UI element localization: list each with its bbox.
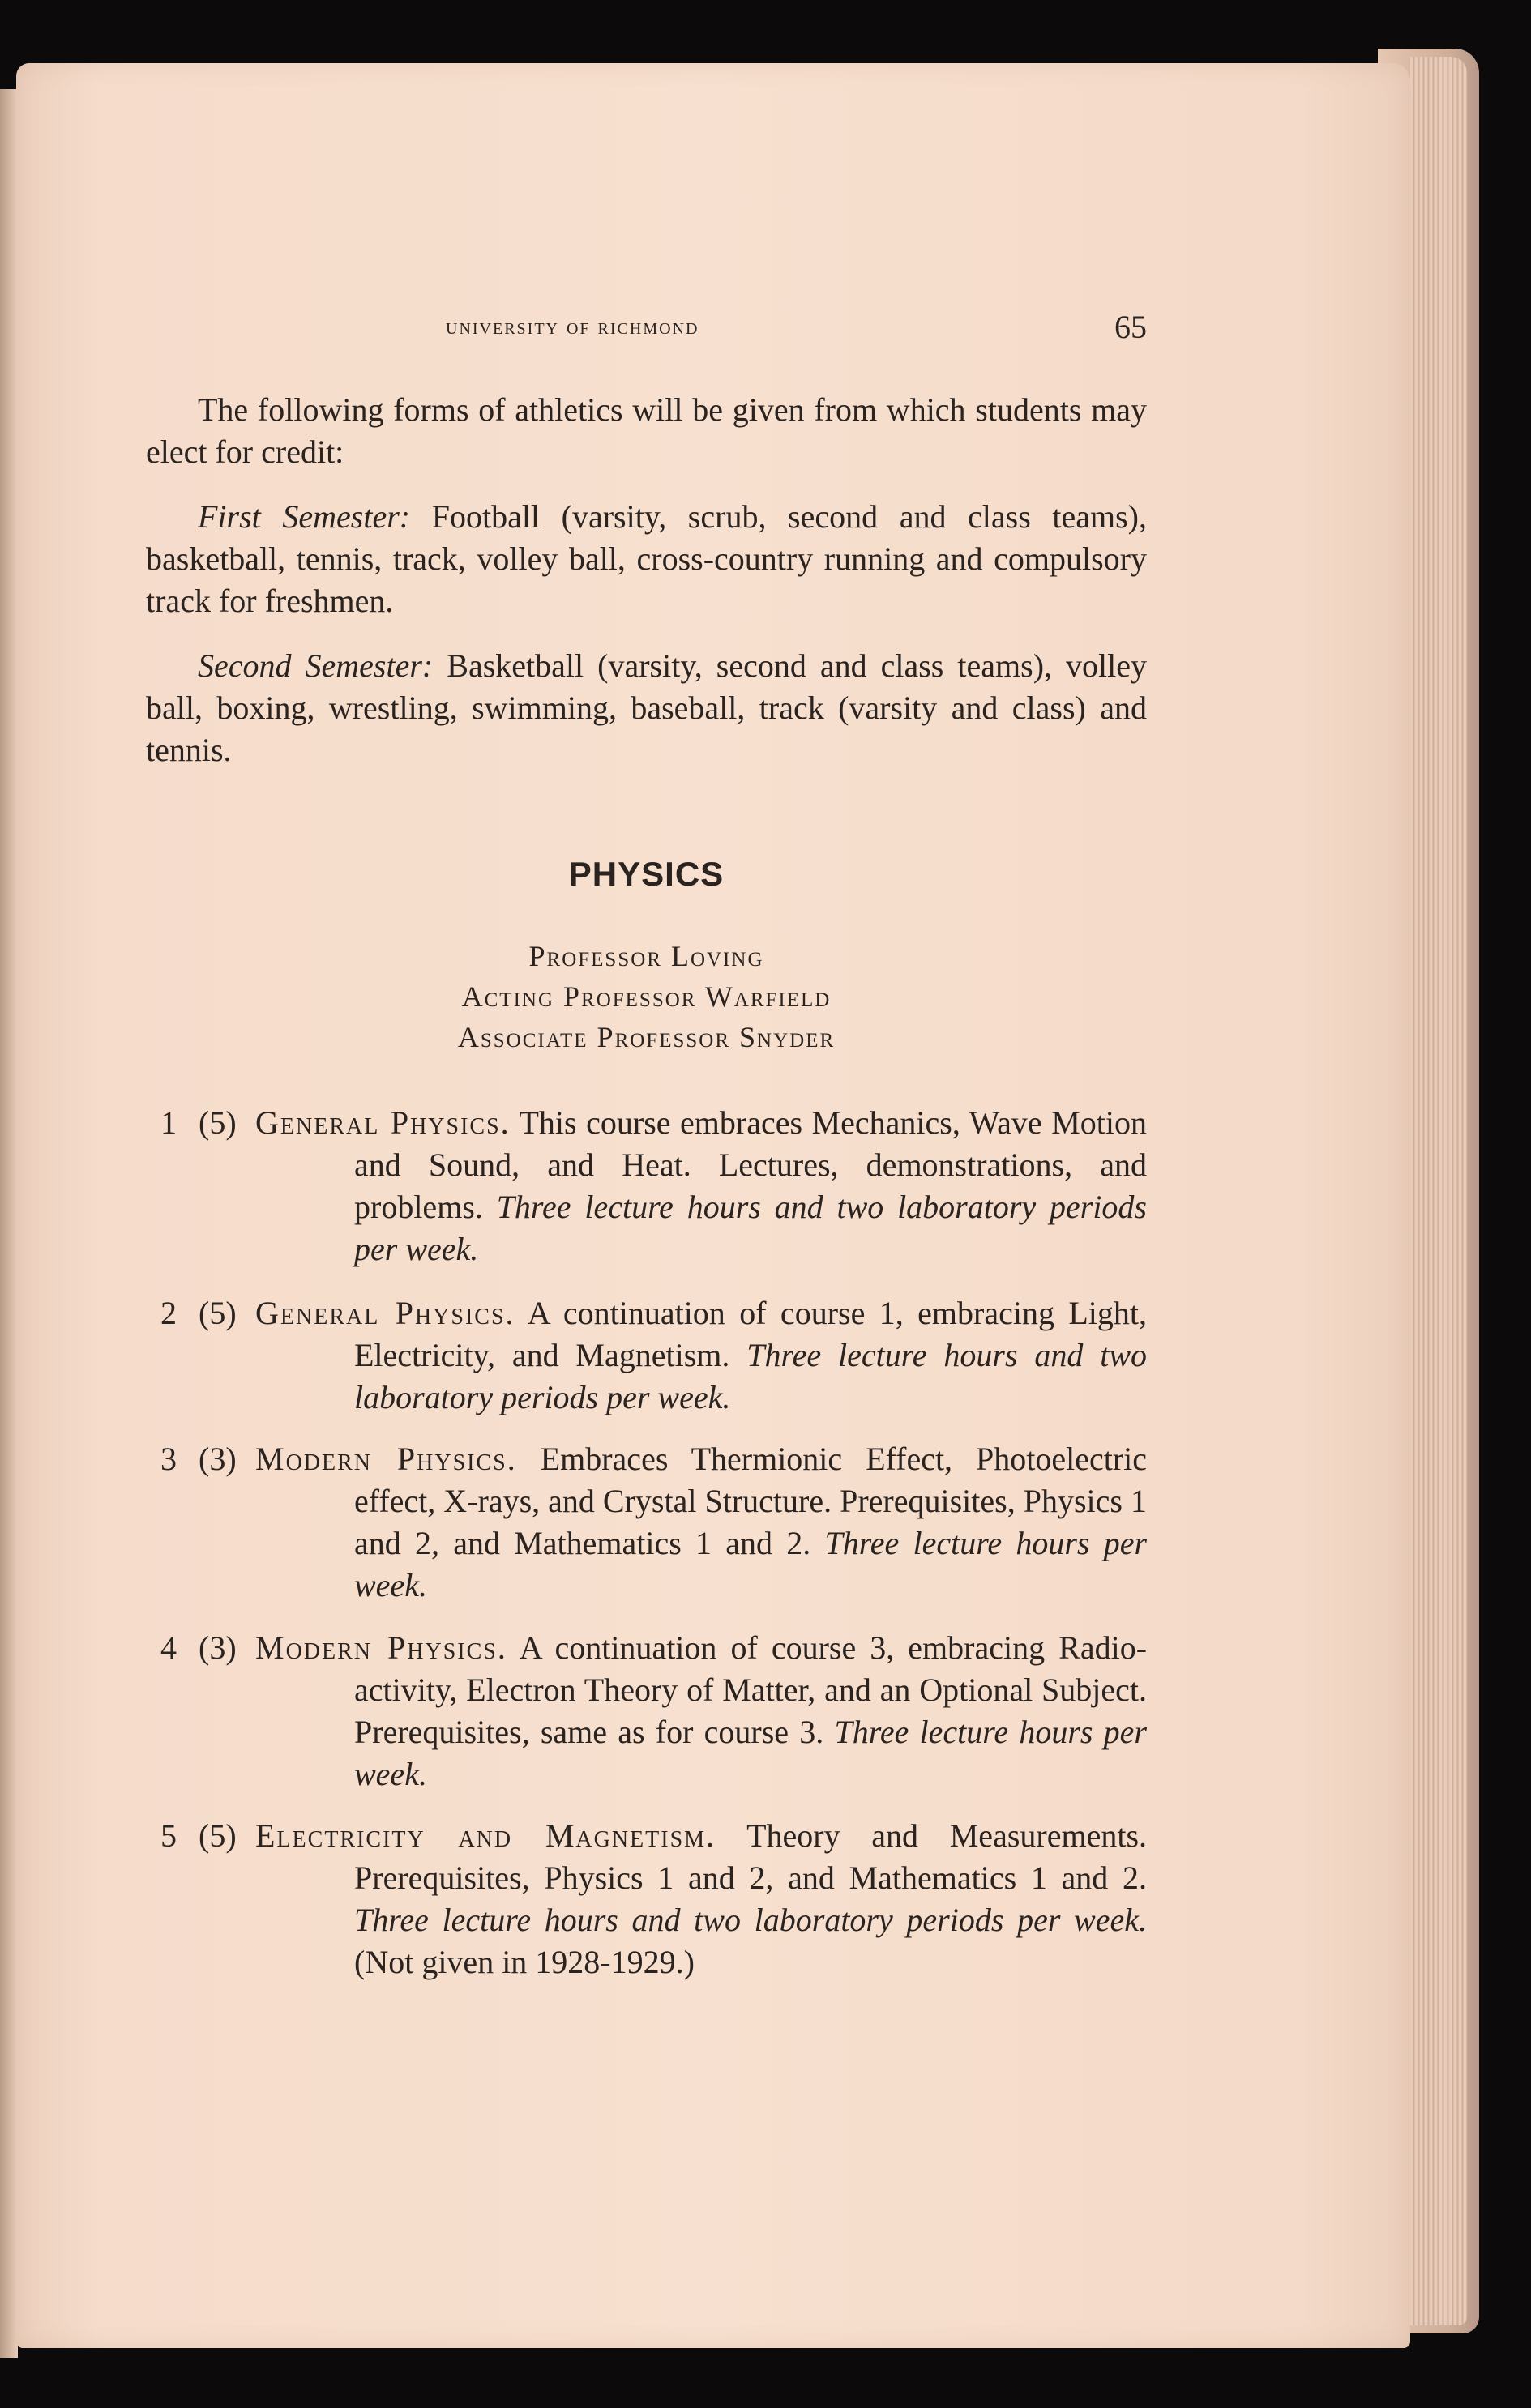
course-text	[255, 1292, 1148, 1419]
course-text	[255, 1102, 1147, 1270]
section-heading: PHYSICS	[568, 855, 725, 893]
course-note: (Not given in 1928-1929.)	[354, 1944, 695, 1980]
page-number: 65	[1114, 309, 1147, 345]
course-title: Modern Physics.	[255, 1629, 507, 1666]
page-stack-lines	[1410, 57, 1467, 2325]
course-title: General Physics.	[255, 1104, 511, 1141]
course-number: 1	[160, 1104, 177, 1141]
course-title: Electricity and Magnetism.	[255, 1817, 716, 1854]
second-semester-text: Basketball (varsity, second and class teams), volley ball, boxing, wrestling, swimming, baseball, track (varsity and class) and tennis.	[146, 647, 1148, 768]
course-entry	[146, 1815, 1147, 1983]
course-description: A continuation of course 3, embracing Radio-activity, Electron Theory of Matter, and an Optional Subject. Prerequisites, same as for course 3.	[354, 1629, 1148, 1750]
course-text	[255, 1627, 1148, 1795]
course-description: Theory and Measurements. Prerequisites, Physics 1 and 2, and Mathematics 1 and 2.	[354, 1817, 1148, 1896]
course-entry	[146, 1292, 1147, 1419]
course-entry	[146, 1627, 1147, 1795]
course-hours: Three lecture hours and two laboratory periods per week.	[354, 1189, 1147, 1267]
course-hours: Three lecture hours and two laboratory periods per week.	[354, 1337, 1148, 1415]
course-description: This course embraces Mechanics, Wave Motion and Sound, and Heat. Lectures, demonstrations, and problems.	[354, 1104, 1147, 1225]
second-semester-label: Second Semester:	[198, 647, 434, 684]
first-semester-label: First Semester:	[198, 498, 411, 535]
course-text	[255, 1815, 1148, 1983]
course-text	[255, 1438, 1148, 1607]
faculty-list	[146, 936, 1147, 1057]
course-description: A continuation of course 1, embracing Light, Electricity, and Magnetism.	[354, 1295, 1148, 1373]
course-number: 5	[160, 1817, 177, 1854]
course-number: 3	[160, 1441, 177, 1477]
course-number: 4	[160, 1629, 177, 1666]
running-head	[146, 308, 1147, 357]
course-credits: (5)	[199, 1295, 237, 1331]
course-entry	[146, 1438, 1147, 1607]
course-credits: (3)	[199, 1441, 237, 1477]
previous-page-edge	[0, 89, 18, 2358]
course-credits: (3)	[199, 1629, 237, 1666]
intro-paragraph: The following forms of athletics will be given from which students may elect for credit:	[146, 391, 1147, 470]
course-title: Modern Physics.	[255, 1441, 517, 1477]
course-number: 2	[160, 1295, 177, 1331]
running-title: university of richmond	[446, 314, 699, 339]
course-hours: Three lecture hours per week.	[354, 1525, 1148, 1603]
faculty-member: Acting Professor Warfield	[461, 980, 832, 1013]
first-semester-paragraph	[146, 496, 1147, 622]
faculty-member: Associate Professor Snyder	[457, 1021, 836, 1053]
course-hours: Three lecture hours per week.	[354, 1714, 1147, 1792]
course-description: Embraces Thermionic Effect, Photoelectric effect, X-rays, and Crystal Structure. Prerequisites, Physics 1 and 2, and Mathematics 1 and 2.	[354, 1441, 1148, 1561]
faculty-member: Professor Loving	[528, 940, 764, 972]
second-semester-paragraph	[146, 645, 1147, 771]
course-credits: (5)	[199, 1104, 237, 1141]
course-credits: (5)	[199, 1817, 237, 1854]
first-semester-text: Football (varsity, scrub, second and class teams), basketball, tennis, track, volley ball, cross-country running and compulsory track for freshmen.	[146, 498, 1148, 619]
course-hours: Three lecture hours and two laboratory periods per week.	[354, 1902, 1147, 1938]
course-title: General Physics.	[255, 1295, 515, 1331]
course-entry	[146, 1102, 1147, 1270]
